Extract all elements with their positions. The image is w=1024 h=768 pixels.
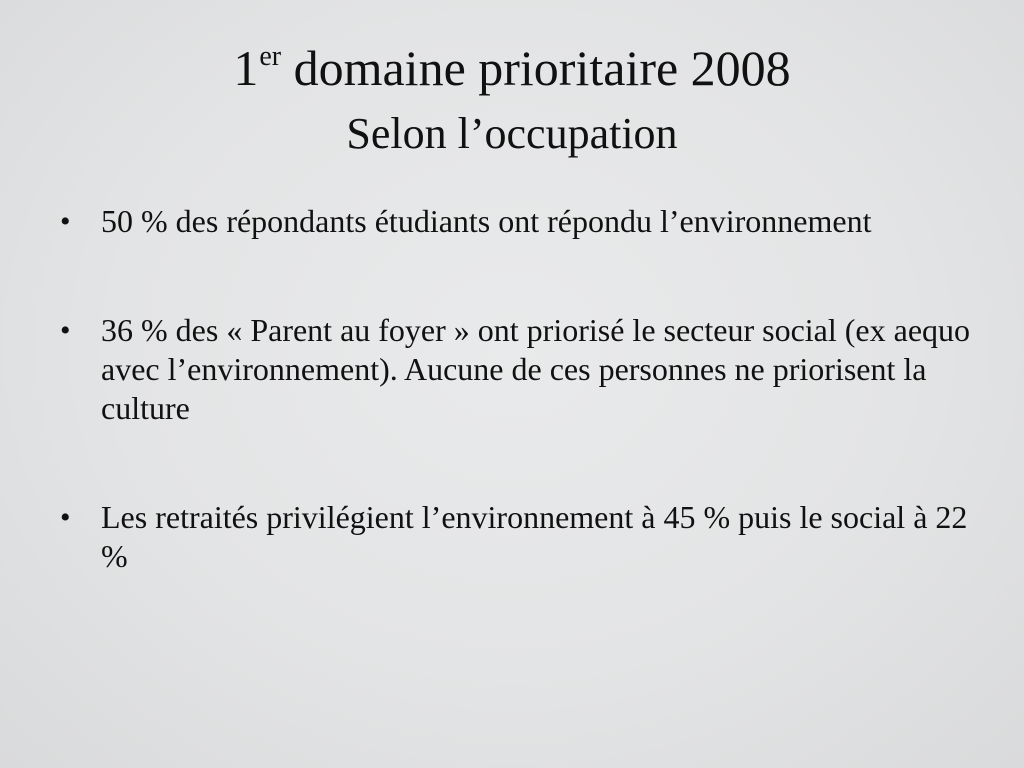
bullet-item — [58, 498, 978, 576]
slide-title — [0, 38, 1024, 161]
bullet-item — [58, 311, 978, 428]
bullet-marker-icon: • — [60, 314, 71, 347]
bullet-marker-icon: • — [60, 501, 71, 534]
bullet-text: 50 % des répondants étudiants ont répondu l’environnement — [101, 203, 872, 239]
title-subtitle: Selon l’occupation — [346, 109, 678, 158]
bullet-list — [58, 202, 978, 646]
bullet-text: 36 % des « Parent au foyer » ont priorisé le secteur social (ex aequo avec l’environnement). Aucune de ces personnes ne priorisent la culture — [101, 312, 971, 426]
title-main-text: domaine prioritaire 2008 — [293, 40, 791, 96]
bullet-marker-icon: • — [60, 205, 71, 238]
bullet-item — [58, 202, 978, 241]
title-ordinal-suffix: er — [259, 41, 282, 72]
title-main-line — [0, 38, 1024, 107]
title-ordinal: 1 — [233, 40, 259, 96]
bullet-text: Les retraités privilégient l’environnement à 45 % puis le social à 22 % — [101, 499, 968, 574]
